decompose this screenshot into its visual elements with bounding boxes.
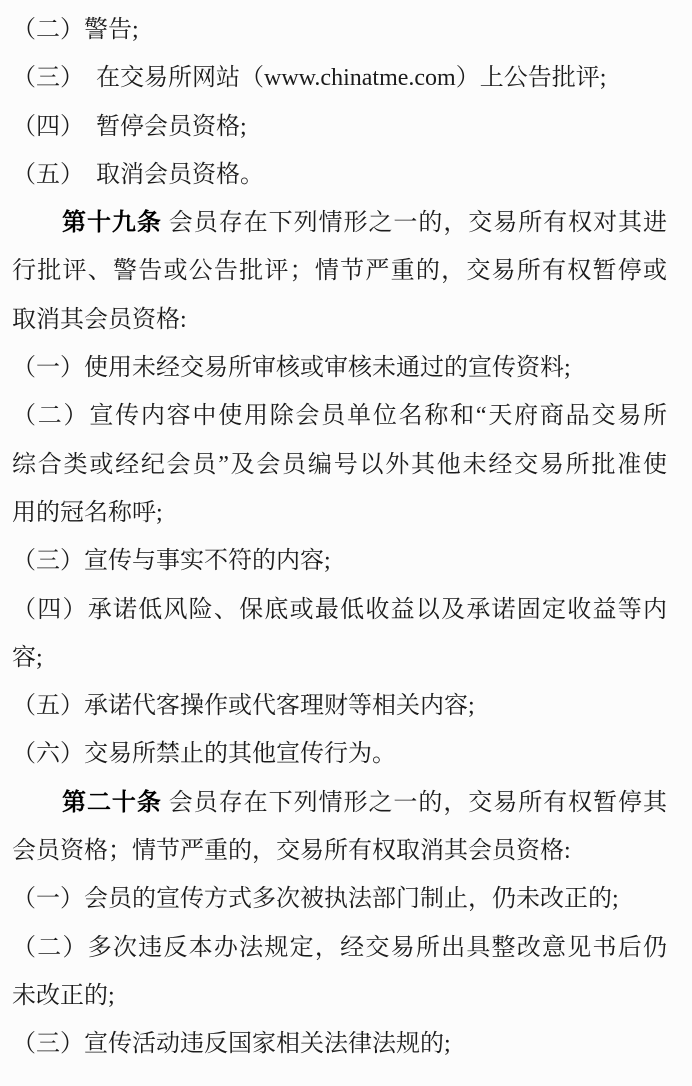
text-line: （五） 取消会员资格。: [12, 161, 264, 188]
text-line: （一）使用未经交易所审核或审核未通过的宣传资料;: [12, 355, 571, 382]
article-paragraph-line: [12, 199, 667, 247]
text-line: （二）警告;: [12, 17, 139, 43]
text-line: 容;: [12, 644, 43, 671]
article-text: 会员存在下列情形之一的，交易所有权对其进: [161, 210, 667, 237]
text-line: 会员资格；情节严重的，交易所有权取消其会员资格:: [12, 838, 571, 865]
article-paragraph-line: [12, 779, 667, 827]
text-line: （一）会员的宣传方式多次被执法部门制止，仍未改正的;: [12, 886, 619, 913]
text-line: （六）交易所禁止的其他宣传行为。: [12, 741, 396, 768]
text-line: （四） 暂停会员资格;: [12, 113, 247, 140]
text-line: 行批评、警告或公告批评；情节严重的，交易所有权暂停或: [12, 258, 667, 285]
text-line: （四）承诺低风险、保底或最低收益以及承诺固定收益等内: [12, 596, 667, 623]
text-line: （五）承诺代客操作或代客理财等相关内容;: [12, 693, 475, 720]
article-number: 第十九条: [62, 210, 162, 237]
text-line: （三）宣传活动违反国家相关法律法规的;: [12, 1031, 451, 1058]
text-line: （二）多次违反本办法规定，经交易所出具整改意见书后仍: [12, 934, 667, 961]
text-line: （三） 在交易所网站（www.chinatme.com）上公告批评;: [12, 65, 607, 92]
text-line: 取消其会员资格:: [12, 306, 187, 333]
text-line: 用的冠名称呼;: [12, 499, 163, 526]
article-number: 第二十条: [62, 789, 162, 816]
text-line: 综合类或经纪会员”及会员编号以外其他未经交易所批准使: [12, 451, 667, 478]
text-line: （二）宣传内容中使用除会员单位名称和“天府商品交易所: [12, 403, 667, 430]
article-text: 会员存在下列情形之一的，交易所有权暂停其: [161, 789, 667, 816]
text-line: 未改正的;: [12, 982, 115, 1009]
text-line: （三）宣传与事实不符的内容;: [12, 548, 331, 575]
